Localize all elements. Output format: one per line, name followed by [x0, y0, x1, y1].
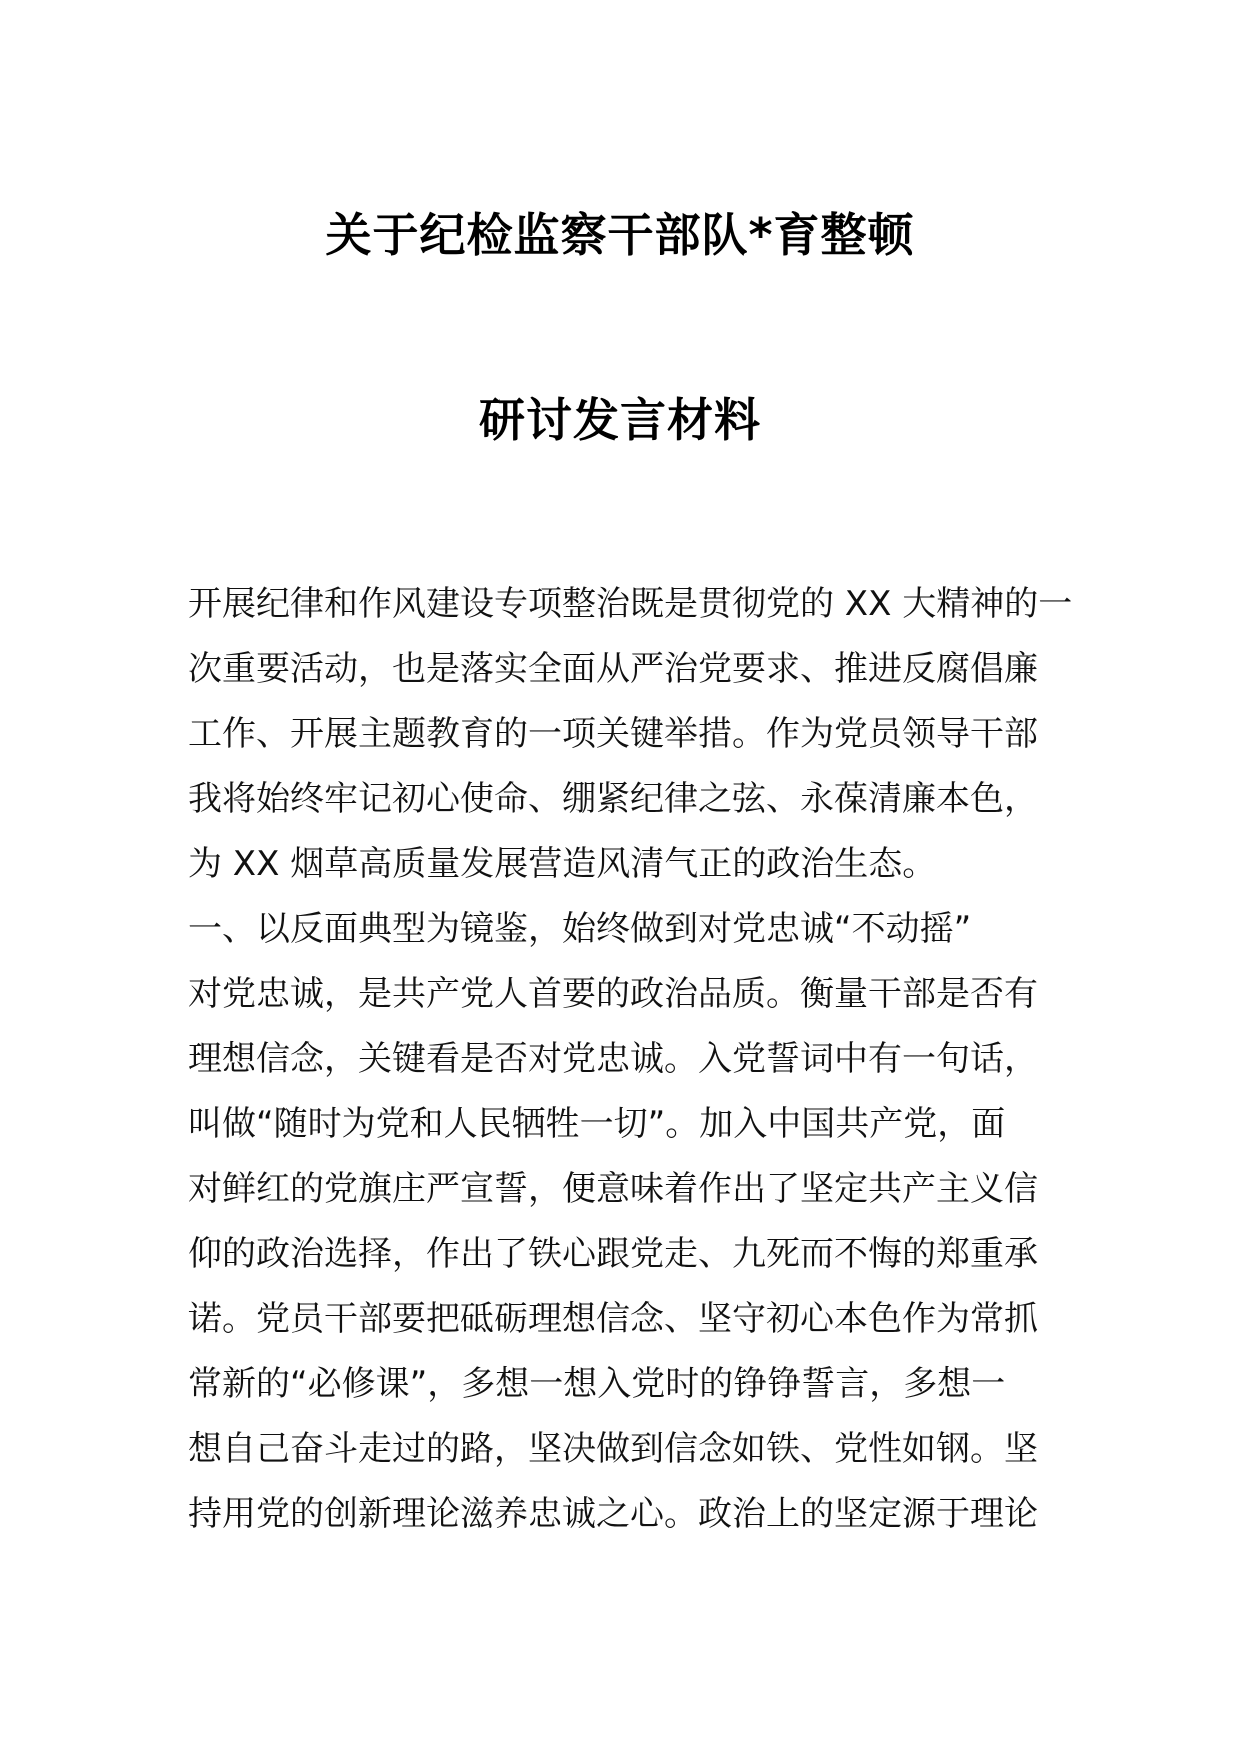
body-line: 诺。党员干部要把砥砺理想信念、坚守初心本色作为常抓 — [188, 1299, 1038, 1339]
document-body — [188, 572, 1073, 1547]
body-line: 常新的“必修课”，多想一想入党时的铮铮誓言，多想一 — [188, 1364, 1006, 1404]
body-line: 仰的政治选择，作出了铁心跟党走、九死而不悔的郑重承 — [188, 1234, 1038, 1274]
body-line: 持用党的创新理论滋养忠诚之心。政治上的坚定源于理论 — [188, 1494, 1038, 1534]
body-line: 为 XX 烟草高质量发展营造风清气正的政治生态。 — [188, 844, 937, 884]
document-title-line-1: 关于纪检监察干部队*育整顿 — [325, 208, 915, 262]
body-line: 开展纪律和作风建设专项整治既是贯彻党的 XX 大精神的一 — [188, 584, 1073, 624]
body-line: 我将始终牢记初心使命、绷紧纪律之弦、永葆清廉本色， — [188, 779, 1038, 819]
body-line: 理想信念，关键看是否对党忠诚。入党誓词中有一句话， — [188, 1039, 1038, 1079]
body-line: 次重要活动，也是落实全面从严治党要求、推进反腐倡廉 — [188, 649, 1038, 689]
document-title-line-2: 研讨发言材料 — [479, 393, 761, 447]
body-line: 对鲜红的党旗庄严宣誓，便意味着作出了坚定共产主义信 — [188, 1169, 1038, 1209]
section-heading: 一、以反面典型为镜鉴，始终做到对党忠诚“不动摇” — [188, 909, 972, 949]
body-line: 想自己奋斗走过的路，坚决做到信念如铁、党性如钢。坚 — [188, 1429, 1038, 1469]
body-line: 对党忠诚，是共产党人首要的政治品质。衡量干部是否有 — [188, 974, 1038, 1014]
body-line: 叫做“随时为党和人民牺牲一切”。加入中国共产党，面 — [188, 1104, 1006, 1144]
body-line: 工作、开展主题教育的一项关键举措。作为党员领导干部 — [188, 714, 1038, 754]
